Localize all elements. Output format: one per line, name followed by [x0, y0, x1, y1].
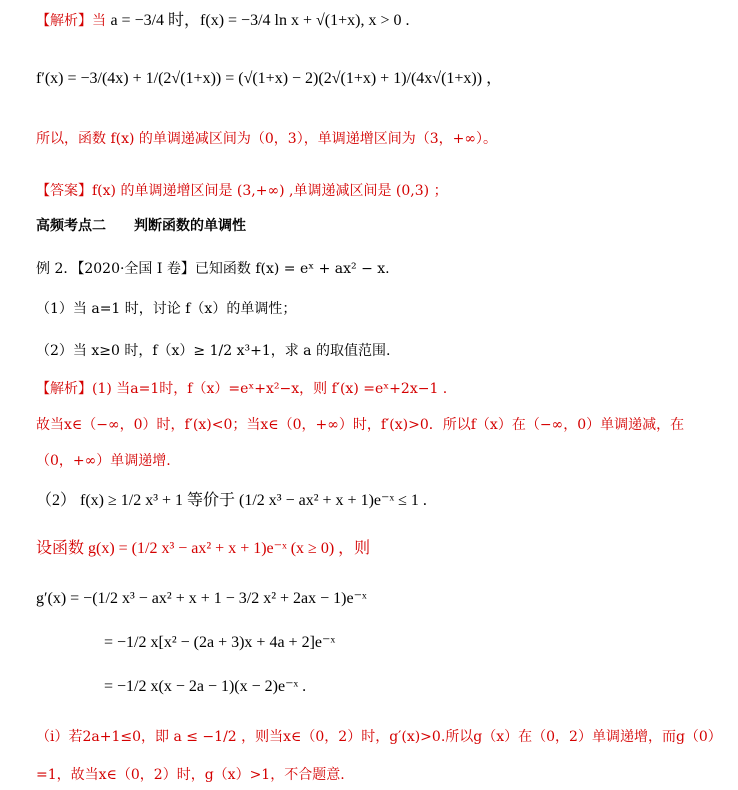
example-statement: 例 2．【2020·全国 I 卷】已知函数 f(x) = eˣ + ax² − x.: [36, 261, 390, 277]
solution-line-1: 【解析】(1) 当a=1时，f（x）=eˣ+x²−x，则 f′(x) =eˣ+2x−1 .: [36, 381, 448, 397]
solution-line-2: 故当x∈（−∞，0）时，f′(x)<0；当x∈（0，+∞）时，f′(x)>0．所以f（x）在（−∞，0）单调递减，在: [36, 417, 685, 433]
question-2: （2）当 x≥0 时，f（x）≥ 1/2 x³+1，求 a 的取值范围.: [36, 343, 391, 359]
formula-1: a = −3/4 时，f(x) = −3/4 ln x + √(1+x), x > 0 .: [110, 12, 410, 29]
section-heading: 高频考点二 判断函数的单调性: [36, 218, 246, 234]
analysis-line-1: 【解析】当 a = −3/4 时，f(x) = −3/4 ln x + √(1+x), x > 0 .: [36, 12, 410, 29]
conclusion-line: 所以，函数 f(x) 的单调递减区间为（0，3），单调递增区间为（3，+∞）。: [36, 131, 498, 147]
solution-tag: 【解析】: [36, 381, 92, 397]
define-g-line: 设函数 g(x) = (1/2 x³ − ax² + x + 1)e⁻ˣ (x ≥ 0) ，则: [36, 540, 371, 557]
case-i-conclusion: =1，故当x∈（0，2）时，g（x）>1，不合题意.: [36, 767, 345, 783]
g-derivative-1: g′(x) = −(1/2 x³ − ax² + x + 1 − 3/2 x² + 2ax − 1)e⁻ˣ: [36, 590, 367, 607]
solution-line-3: （0，+∞）单调递增.: [36, 453, 171, 469]
answer-tag: 【答案】: [36, 183, 92, 199]
equivalence-line: （2） f(x) ≥ 1/2 x³ + 1 等价于 (1/2 x³ − ax² + x + 1)e⁻ˣ ≤ 1 .: [36, 492, 427, 509]
g-derivative-2: = −1/2 x[x² − (2a + 3)x + 4a + 2]e⁻ˣ: [104, 634, 336, 651]
answer-line: 【答案】f(x) 的单调递增区间是 (3,+∞) ,单调递减区间是 (0,3) ；: [36, 183, 448, 199]
g-derivative-3: = −1/2 x(x − 2a − 1)(x − 2)e⁻ˣ .: [104, 678, 307, 695]
analysis-tag: 【解析】: [36, 13, 92, 29]
derivative-formula: f′(x) = −3/(4x) + 1/(2√(1+x)) = (√(1+x) − 2)(2√(1+x) + 1)/(4x√(1+x)) ，: [36, 70, 503, 87]
case-i-line: （i）若2a+1≤0，即 a ≤ −1/2 ，则当x∈（0，2）时，g′(x)>0.所以g（x）在（0，2）单调递增，而g（0）: [36, 729, 722, 745]
question-1: （1）当 a=1 时，讨论 f（x）的单调性；: [36, 301, 297, 317]
